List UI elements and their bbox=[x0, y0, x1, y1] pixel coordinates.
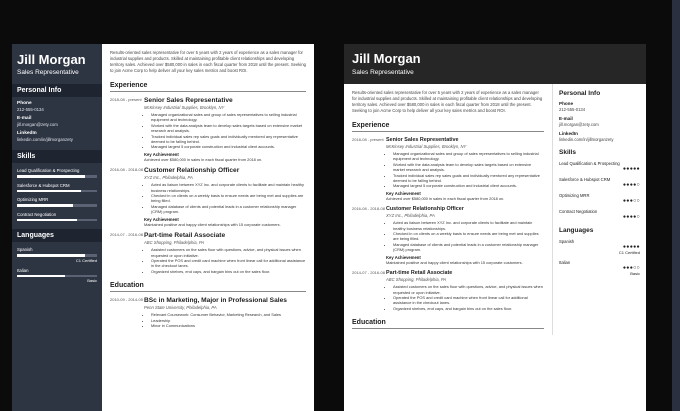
job-dates: 2018-08 - present bbox=[352, 137, 384, 142]
job-bullet: • Acted as liaison between XYZ Inc. and corporate clients to facilitate and maintain healthy business relationships. bbox=[151, 182, 306, 193]
linkedin-value: linkedin.com/in/jillmorganzety bbox=[17, 137, 73, 142]
job-company: McKinsey Industrial Supplies, Brooklyn, NY bbox=[386, 144, 467, 149]
languages-header: Languages bbox=[12, 229, 102, 242]
job-bullet: • Operated the POS and credit card machine when front linear call for additional assistance in the checkout lanes. bbox=[151, 258, 306, 269]
resume-sidebar bbox=[12, 44, 102, 411]
key-achievement-text: Maintained positive and happy client relationships with 15 corporate customers. bbox=[144, 221, 281, 227]
resume-sidebar bbox=[552, 84, 646, 335]
job-entry bbox=[110, 97, 306, 162]
skill-name: Salesforce & Hubspot CRM bbox=[559, 177, 611, 182]
skill-bar bbox=[17, 190, 97, 193]
job-title: Customer Relationship Officer bbox=[144, 167, 240, 175]
skill-name: Lead Qualification & Prospecting bbox=[17, 168, 80, 173]
resume-main bbox=[102, 44, 314, 411]
education-header: Education bbox=[352, 319, 544, 329]
job-bullet: • Managed database of clients and potential leads in a customer relationship manager (CRM) program. bbox=[393, 242, 544, 253]
language-rating: ●●●●● bbox=[622, 244, 640, 250]
skills-header: Skills bbox=[559, 149, 576, 156]
skill-name: Salesforce & Hubspot CRM bbox=[17, 182, 70, 188]
skill-name: Optimizing MRR bbox=[17, 197, 49, 202]
language-name: Italian bbox=[559, 260, 571, 265]
phone-label: Phone bbox=[17, 101, 32, 106]
job-entry bbox=[352, 137, 544, 201]
resume-main bbox=[344, 84, 552, 335]
phone-value: 212-555-0134 bbox=[559, 107, 586, 112]
resume-role: Sales Representative bbox=[17, 69, 79, 76]
email-label: E-mail bbox=[17, 116, 32, 121]
job-bullet: • Tracked individual sales rep sales goals and individually mentored any representative deemed to be falling behind. bbox=[393, 173, 544, 184]
job-bullet: • Managed organizational sales and group of sales representatives to selling industrial equipment and technology. bbox=[393, 151, 544, 162]
email-label: E-mail bbox=[559, 116, 573, 121]
job-bullet: • Assisted customers on the sales floor with questions, advice, and physical issues when requested or upon initiative. bbox=[151, 247, 306, 258]
job-bullet: • Managed largest 5 corporate construction and industrial client accounts. bbox=[151, 144, 306, 149]
key-achievement-label: Key Achievement bbox=[144, 151, 179, 157]
job-bullet: • Operated the POS and credit card machine when front linear call for additional assistance in the checkout lanes. bbox=[393, 295, 544, 306]
language-name: Italian bbox=[17, 267, 29, 273]
language-level: C1 Certified bbox=[618, 250, 640, 255]
job-bullet: • Worked with the data analysis team to develop sales targets based on extensive market research and analysis. bbox=[151, 123, 306, 134]
skill-name: Lead Qualification & Prospecting bbox=[559, 161, 620, 166]
language-name: Spanish bbox=[17, 247, 33, 252]
language-rating: ●●●○○ bbox=[622, 265, 640, 271]
job-entry bbox=[352, 206, 544, 265]
job-company: ABC Shopping, Philadelphia, PA bbox=[144, 240, 205, 246]
skill-bar bbox=[17, 219, 97, 222]
education-bullet: • Leadership bbox=[151, 318, 306, 323]
job-dates: 2016-08 - 2018-08 bbox=[352, 206, 385, 212]
key-achievement-text: Maintained positive and happy client relationships with 15 corporate customers. bbox=[386, 259, 523, 265]
job-bullet: • Organized shelves, end caps, and bargain bins out on the sales floor. bbox=[393, 306, 544, 311]
linkedin-label: LinkedIn bbox=[17, 131, 37, 136]
resume-name: Jill Morgan bbox=[17, 52, 86, 67]
job-company: McKinsey Industrial Supplies, Brooklyn, NY bbox=[144, 105, 225, 110]
job-bullet: • Managed largest 5 corporate construction and industrial client accounts. bbox=[393, 183, 544, 188]
key-achievement-label: Key Achievement bbox=[386, 254, 421, 260]
job-bullet: • Checked in on clients on a weekly basis to ensure needs are being met and supplies are being filled. bbox=[393, 231, 544, 242]
email-value: jill.morgan@zety.com bbox=[559, 122, 599, 127]
job-bullet: • Tracked individual sales rep sales goals and individually mentored any representative deemed to be falling behind. bbox=[151, 134, 306, 145]
experience-header: Experience bbox=[352, 122, 544, 132]
skill-name: Contract Negotiation bbox=[559, 209, 598, 214]
language-level: C1 Certified bbox=[75, 257, 97, 263]
job-dates: 2014-07 - 2016-08 bbox=[110, 232, 143, 238]
language-name: Spanish bbox=[559, 239, 575, 244]
job-bullet: • Worked with the data analysis team to develop sales targets based on extensive market research and analysis. bbox=[393, 162, 544, 173]
language-bar bbox=[17, 275, 97, 278]
school-name: Penn State University, Philadelphia, PA bbox=[144, 305, 217, 311]
job-bullet: • Organized shelves, end caps, and bargain bins out on the sales floor. bbox=[151, 269, 306, 274]
skill-bar bbox=[17, 175, 97, 178]
job-title: Senior Sales Representative bbox=[386, 137, 459, 143]
job-bullet: • Acted as liaison between XYZ Inc. and corporate clients to facilitate and maintain healthy business relationships. bbox=[393, 220, 544, 231]
job-bullet: • Managed organizational sales and group of sales representatives to selling industrial equipment and technology. bbox=[151, 112, 306, 123]
job-dates: 2014-07 - 2016-08 bbox=[352, 270, 385, 276]
resume-name: Jill Morgan bbox=[352, 51, 421, 66]
phone-label: Phone bbox=[559, 101, 574, 106]
job-bullet: • Checked in on clients on a weekly basis to ensure needs are being met and supplies are being filled. bbox=[151, 193, 306, 204]
education-bullet: • Minor in Communications bbox=[151, 323, 306, 328]
education-entry bbox=[110, 297, 306, 328]
skills-header: Skills bbox=[12, 150, 102, 163]
education-bullet: • Relevant Coursework: Consumer Behavior, Marketing Research, and Sales bbox=[151, 312, 306, 317]
languages-header: Languages bbox=[559, 227, 594, 234]
job-entry bbox=[110, 167, 306, 227]
language-level: Basic bbox=[87, 278, 97, 283]
skill-name: Optimizing MRR bbox=[559, 193, 590, 198]
key-achievement-label: Key Achievement bbox=[144, 216, 179, 222]
education-header: Education bbox=[110, 282, 306, 292]
job-title: Customer Relationship Officer bbox=[386, 206, 464, 213]
skill-bar bbox=[17, 204, 97, 207]
resume-role: Sales Representative bbox=[352, 69, 414, 76]
key-achievement-text: Achieved over $580,000 in sales in each fiscal quarter from 2018 on. bbox=[144, 156, 263, 162]
education-dates: 2010-09 - 2014-05 bbox=[110, 297, 143, 303]
skill-name: Contract Negotiation bbox=[17, 211, 57, 217]
linkedin-value: linkedin.com/in/jillmorganzety bbox=[559, 137, 614, 142]
job-dates: 2018-08 - present bbox=[110, 97, 142, 102]
job-title: Senior Sales Representative bbox=[144, 97, 233, 104]
resume-header bbox=[344, 44, 646, 84]
skill-rating: ●●●●○ bbox=[622, 182, 640, 188]
phone-value: 212-555-0134 bbox=[17, 107, 44, 112]
job-company: XYZ Inc., Philadelphia, PA bbox=[386, 213, 435, 219]
summary: Results-oriented sales representative for over 5 years with 2 years of experience as a sales manager for industrial supplies and products. Skilled at maintaining profitable client relationships and developing territory sales. Achieved over $580,000 in sales in each fiscal quarter from 2018 until the present. Seeking to join Acme Corp to help deliver all your key sales metrics and boost ROI. bbox=[110, 50, 306, 73]
experience-header: Experience bbox=[110, 82, 306, 92]
job-title: Part-time Retail Associate bbox=[386, 270, 453, 277]
skill-rating: ●●●●○ bbox=[622, 214, 640, 220]
degree-title: BSc in Marketing, Major in Professional Sales bbox=[144, 297, 287, 305]
resume-template-header[interactable] bbox=[344, 44, 646, 411]
language-level: Basic bbox=[630, 271, 640, 276]
job-bullet: • Assisted customers on the sales floor with questions, advice, and physical issues when requested or upon initiative. bbox=[393, 284, 544, 295]
skill-rating: ●●●●● bbox=[622, 166, 640, 172]
key-achievement-text: Achieved over $580,000 in sales in each fiscal quarter from 2018 on. bbox=[386, 195, 505, 201]
adjacent-template-edge bbox=[672, 0, 680, 411]
email-value: jill.morgan@zety.com bbox=[17, 122, 58, 127]
key-achievement-label: Key Achievement bbox=[386, 190, 421, 196]
linkedin-label: LinkedIn bbox=[559, 131, 578, 136]
personal-info-header: Personal Info bbox=[12, 84, 102, 97]
summary: Results-oriented sales representative for over 5 years with 2 years of experience as a sales manager for industrial supplies and products. Skilled at maintaining profitable client relationships and developing territory sales. Achieved over $580,000 in sales in each fiscal quarter from 2018 until the present. Seeking to join Acme Corp to help deliver all your key sales metrics and boost ROI. bbox=[352, 90, 543, 113]
job-dates: 2016-08 - 2018-08 bbox=[110, 167, 143, 173]
job-company: XYZ Inc., Philadelphia, PA bbox=[144, 175, 193, 181]
resume-template-sidebar[interactable] bbox=[12, 44, 314, 411]
job-bullet: • Managed database of clients and potential leads in a customer relationship manager (CRM) program. bbox=[151, 204, 306, 215]
job-entry bbox=[110, 232, 306, 274]
personal-info-header: Personal Info bbox=[559, 90, 601, 97]
job-company: ABC Shopping, Philadelphia, PA bbox=[386, 277, 447, 283]
job-entry bbox=[352, 270, 544, 311]
skill-rating: ●●●○○ bbox=[622, 198, 640, 204]
job-title: Part-time Retail Associate bbox=[144, 232, 226, 240]
language-bar bbox=[17, 254, 97, 257]
